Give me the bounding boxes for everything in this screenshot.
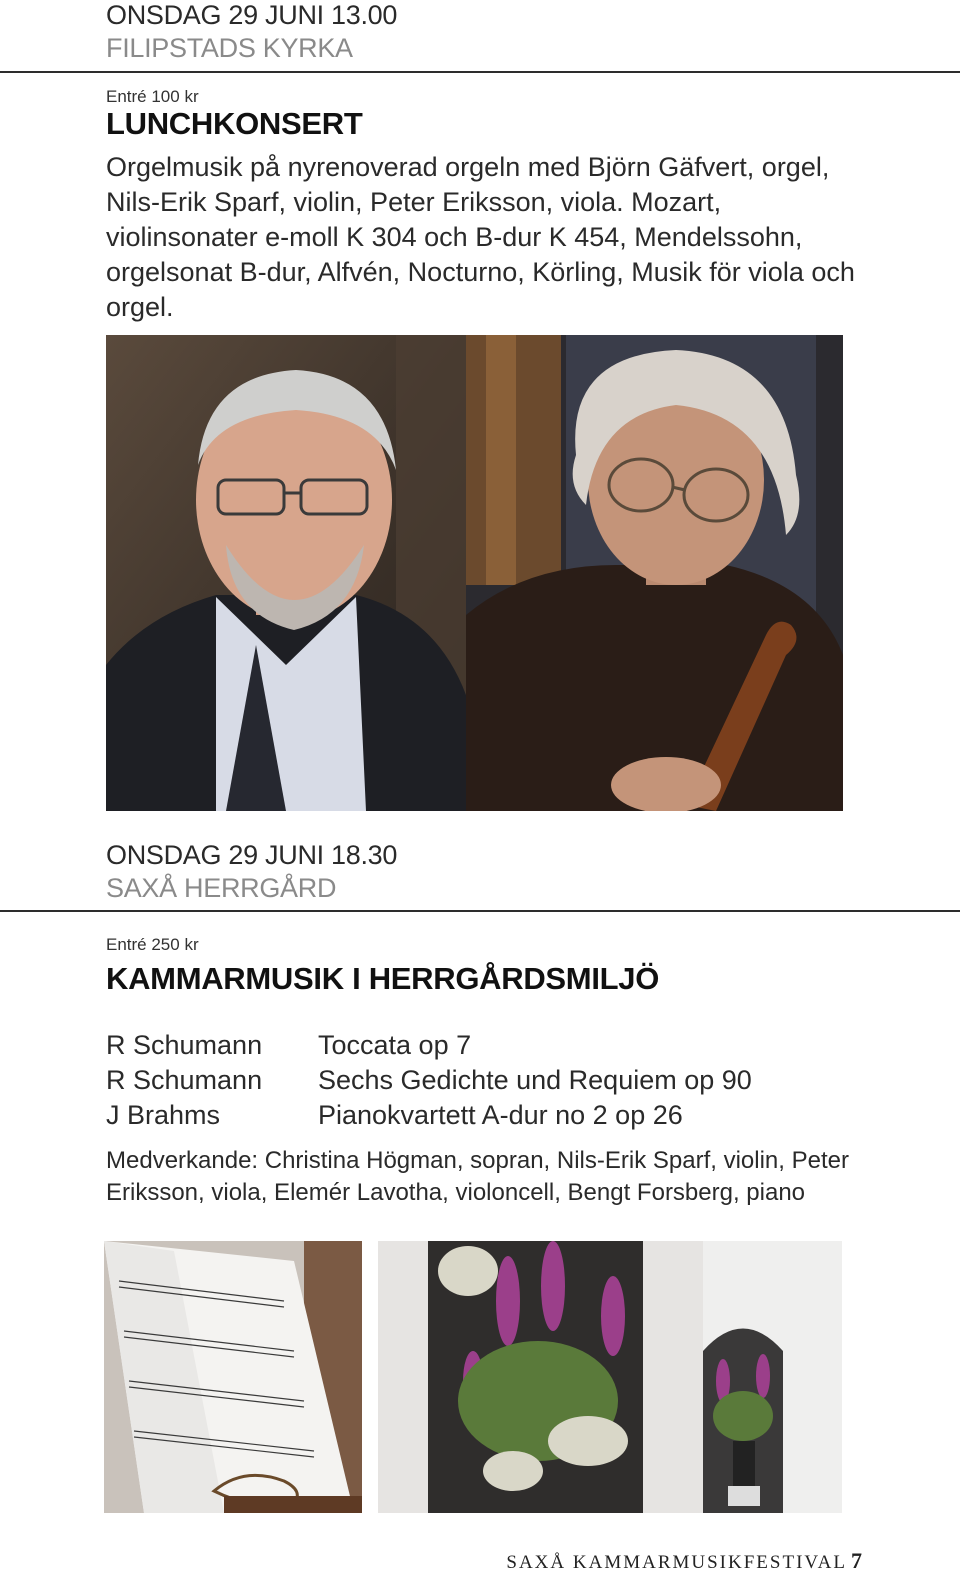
- event2-divider: [0, 910, 960, 912]
- program-composer: R Schumann: [106, 1065, 263, 1095]
- event2-program: [106, 1028, 752, 1133]
- flowers-photo: [378, 1241, 842, 1513]
- program-work: Sechs Gedichte und Requiem op 90: [318, 1065, 752, 1095]
- event2-datetime: ONSDAG 29 JUNI 18.30: [106, 840, 398, 870]
- program-work: Toccata op 7: [318, 1030, 472, 1060]
- program-composer: R Schumann: [106, 1030, 263, 1060]
- violinist-photo: [466, 335, 843, 811]
- event1-description: Orgelmusik på nyrenoverad orgeln med Björn Gäfvert, orgel, Nils-Erik Sparf, violin, Peter Eriksson, viola. Mozart, violinsonater e-moll K 304 och B-dur K 454, Mendelssohn, orgelsonat B-dur, Alfvén, Nocturno, Körling, Musik för viola och orgel.: [106, 152, 855, 322]
- organist-photo: [106, 335, 466, 811]
- event2-entry-price: Entré 250 kr: [106, 935, 199, 954]
- page-number: 7: [851, 1548, 862, 1573]
- event2-venue: SAXÅ HERRGÅRD: [106, 873, 337, 903]
- sheet-music-photo: [104, 1241, 362, 1513]
- program-row: [106, 1063, 752, 1098]
- event1-title: LUNCHKONSERT: [106, 106, 363, 141]
- program-composer: J Brahms: [106, 1100, 221, 1130]
- event2-performers: Medverkande: Christina Högman, sopran, Nils-Erik Sparf, violin, Peter Eriksson, viola, Elemér Lavotha, violoncell, Bengt Forsberg, piano: [106, 1147, 849, 1206]
- program-work: Pianokvartett A-dur no 2 op 26: [318, 1100, 683, 1130]
- event1-datetime: ONSDAG 29 JUNI 13.00: [106, 0, 398, 30]
- program-row: [106, 1028, 752, 1063]
- event1-venue: FILIPSTADS KYRKA: [106, 33, 353, 63]
- event1-divider: [0, 71, 960, 73]
- event2-title: KAMMARMUSIK I HERRGÅRDSMILJÖ: [106, 961, 660, 996]
- event1-entry-price: Entré 100 kr: [106, 87, 199, 106]
- footer-festival-name: SAXÅ KAMMARMUSIKFESTIVAL: [506, 1552, 847, 1573]
- program-row: [106, 1098, 752, 1133]
